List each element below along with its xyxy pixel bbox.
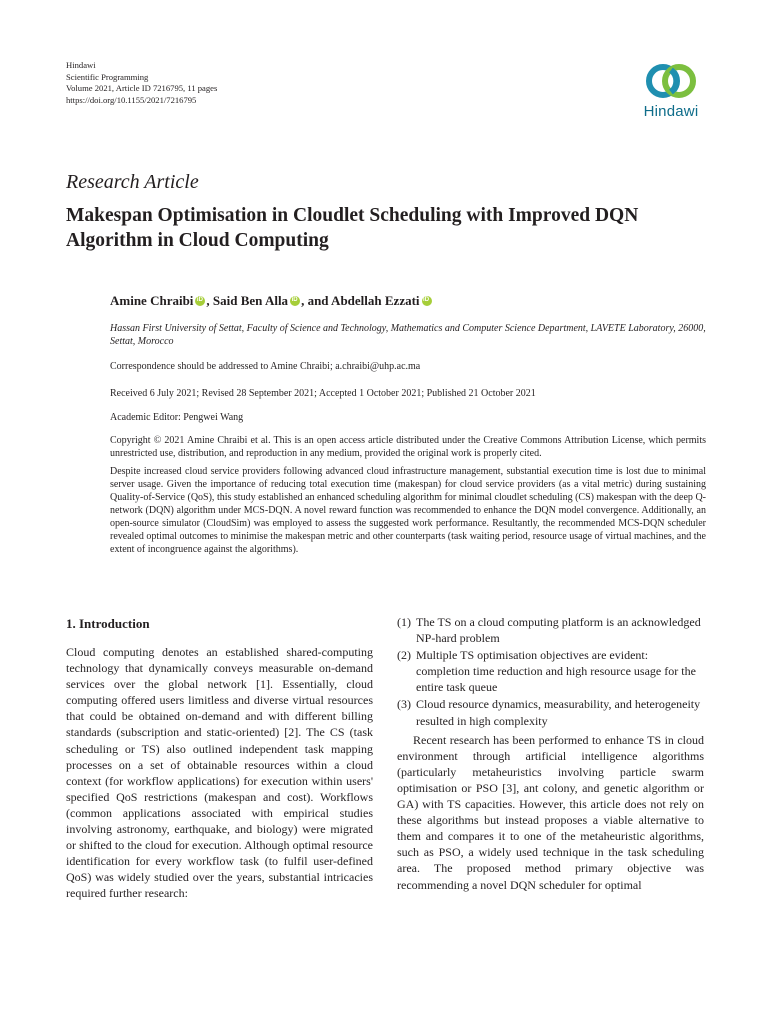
- copyright-notice: Copyright © 2021 Amine Chraibi et al. This is an open access article distributed under the Creative Commons Attribution License, which permits unrestricted use, distribution, and reproduction in any medium, provided the original work is properly cited.: [110, 435, 706, 459]
- author-2[interactable]: , Said Ben Alla: [206, 293, 289, 308]
- intro-paragraph-1: Cloud computing denotes an established shared-computing technology that dynamically conveys measurable on-demand services over the global network [1]. Essentially, cloud computing offered users limitless and diverse virtual resources that could be obtained on-demand and with different billing standards (subscription and static-oriented) [2]. The CS (task scheduling or TS) also outlined independent task mapping processes on a set of obtainable resources within a cloud context (for workflow applications) for execution within users' specified QoS restrictions (makespan and cost). Workflows (common applications associated with empirical studies involving astronomy, earthquake, and biology) were migrated or shifted to the cloud for execution. Although optimal resource identification for every workflow task (to fulfil user-defined QoS) was widely studied over the years, substantial intricacies required further research:: [66, 645, 373, 901]
- author-1[interactable]: Amine Chraibi: [110, 293, 194, 308]
- journal-name: Scientific Programming: [66, 71, 149, 82]
- orcid-icon[interactable]: [195, 296, 205, 306]
- publication-dates: Received 6 July 2021; Revised 28 September 2021; Accepted 1 October 2021; Published 21 October 2021: [110, 388, 536, 399]
- left-column: [66, 644, 373, 902]
- list-text: Multiple TS optimisation objectives are evident: completion time reduction and high resource usage for the entire task queue: [416, 648, 696, 695]
- list-number: (2): [397, 648, 411, 663]
- orcid-icon[interactable]: [290, 296, 300, 306]
- doi-link[interactable]: https://doi.org/10.1155/2021/7216795: [66, 94, 197, 105]
- academic-editor: Academic Editor: Pengwei Wang: [110, 412, 244, 423]
- author-list: [110, 293, 433, 309]
- correspondence: Correspondence should be addressed to Amine Chraibi; a.chraibi@uhp.ac.ma: [110, 361, 421, 372]
- list-item: [397, 647, 704, 695]
- article-type: Research Article: [66, 171, 199, 193]
- author-3[interactable]: , and Abdellah Ezzati: [301, 293, 420, 308]
- paper-title: Makespan Optimisation in Cloudlet Scheduling with Improved DQN Algorithm in Cloud Computing: [66, 205, 639, 251]
- journal-meta: [66, 60, 217, 106]
- section-heading-introduction: 1. Introduction: [66, 616, 150, 631]
- intro-paragraph-2: Recent research has been performed to enhance TS in cloud environment through artificial intelligence algorithms (particularly metaheuristics involving particle swarm optimisation or PSO [3], ant colony, and genetic algorithm or GA) with TS capacities. However, this article does not rely on these algorithms but instead proposes a viable alternative to them and compares it to one of the metaheuristic algorithms, such as PSO, a widely used technique in the task scheduling area. The proposed method primary objective was recommending a novel DQN scheduler for optimal: [397, 732, 704, 892]
- volume-info: Volume 2021, Article ID 7216795, 11 pages: [66, 83, 218, 94]
- list-item: [397, 614, 704, 646]
- list-text: Cloud resource dynamics, measurability, and heterogeneity resulted in high complexity: [416, 697, 701, 728]
- orcid-icon[interactable]: [422, 296, 432, 306]
- list-number: (1): [397, 615, 411, 629]
- abstract: Despite increased cloud service providers following advanced cloud infrastructure management, substantial execution time is lost due to minimal server usage. Given the importance of reducing total execution time (makespan) for cloud service providers (as a vital metric) during sustaining Quality-of-Service (QoS), this study established an enhanced scheduling algorithm for minimal cloudlet scheduling (CS) makespan with the deep Q-network (DQN) algorithm under MCS-DQN. A novel reward function was recommended to enhance the DQN model convergence. Additionally, an open-source simulator (CloudSim) was employed to assess the suggested work performance. Resultantly, the recommended MCS-DQN scheduler revealed optimal outcomes to minimise the makespan metric and other counterparts (task waiting period, resource usage of virtual machines, and the extent of incongruence against the algorithms).: [110, 466, 706, 555]
- hindawi-logo-icon: [642, 62, 700, 100]
- right-column: [397, 614, 704, 893]
- list-item: [397, 696, 704, 728]
- affiliation: Hassan First University of Settat, Faculty of Science and Technology, Mathematics and Computer Science Department, LAVETE Laboratory, 26000, Settat, Morocco: [110, 323, 706, 347]
- publisher-name: Hindawi: [66, 60, 96, 70]
- list-number: (3): [397, 697, 411, 712]
- logo-text: Hindawi: [643, 103, 699, 120]
- list-text: The TS on a cloud computing platform is an acknowledged NP-hard problem: [416, 615, 701, 646]
- hindawi-logo: [636, 62, 706, 120]
